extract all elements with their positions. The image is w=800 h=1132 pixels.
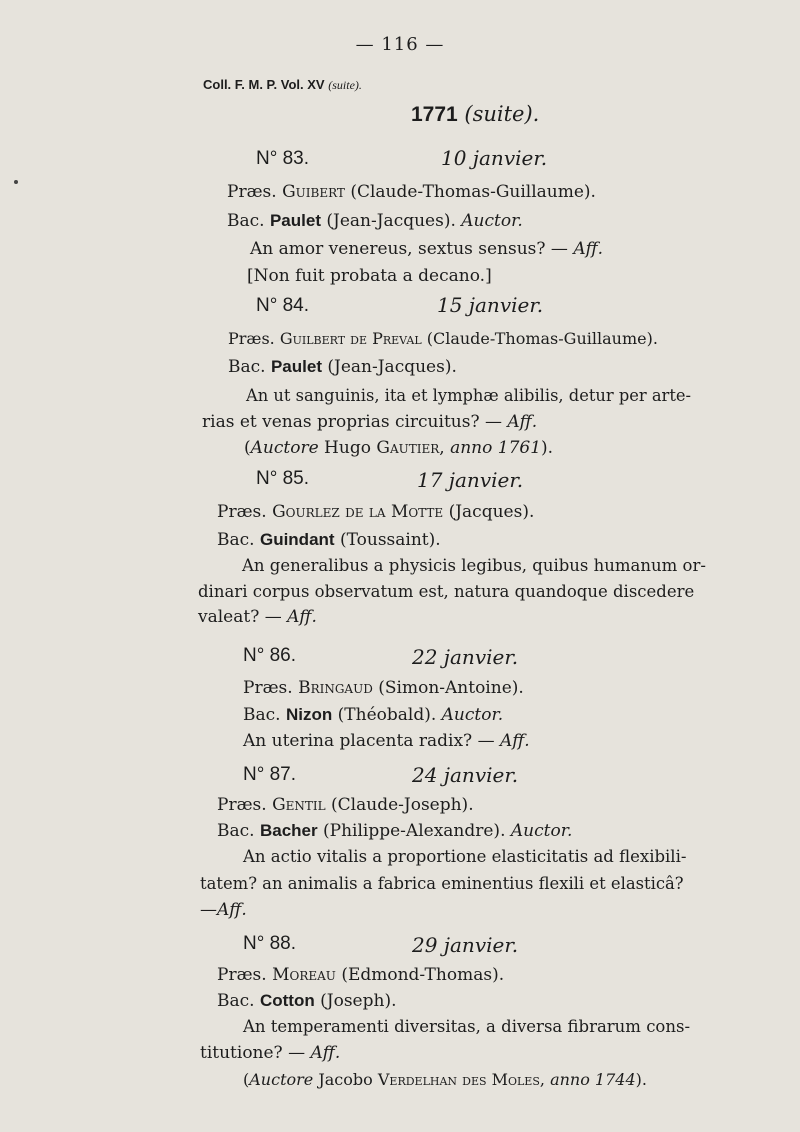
text-span: Bac. xyxy=(217,530,255,550)
entry-note xyxy=(247,266,492,286)
text-span: An actio vitalis a proportione elasticitatis ad flexibili- xyxy=(243,847,687,866)
text-span: valeat? — xyxy=(198,607,282,627)
entry-number-text: N° 84. xyxy=(256,295,310,316)
entry-date-text: 22 janvier. xyxy=(412,645,519,669)
entry-number xyxy=(243,645,296,667)
text-span: An amor venereus, sextus sensus? — xyxy=(250,239,568,259)
text-span: titutione? — xyxy=(200,1043,306,1063)
text-span: ). xyxy=(541,438,554,458)
person-surname: Gourlez de la Motte xyxy=(272,502,444,522)
person-surname: Moreau xyxy=(272,965,336,985)
text-span: Præs. xyxy=(243,678,293,698)
entry-date xyxy=(437,293,543,317)
candidate-surname: Paulet xyxy=(269,211,321,230)
text-span: Præs. xyxy=(228,329,275,348)
italic-text: Aff. xyxy=(310,1043,341,1063)
italic-text: Aff. xyxy=(499,731,530,751)
person-surname: Gautier, xyxy=(376,438,445,458)
text-span: ( xyxy=(244,438,251,458)
bachelor-line xyxy=(228,357,457,377)
text-span: Hugo xyxy=(324,438,371,458)
praeses-line xyxy=(243,678,524,698)
person-surname: Gentil xyxy=(272,795,326,815)
entry-number-text: N° 86. xyxy=(243,645,297,666)
bachelor-line xyxy=(217,991,396,1011)
italic-text: anno 1744 xyxy=(550,1070,636,1089)
text-span: (Claude-Joseph). xyxy=(331,795,474,815)
text-span: (Toussaint). xyxy=(339,530,441,550)
italic-text: Auctore xyxy=(250,438,319,458)
text-span: ). xyxy=(635,1070,647,1089)
text-span: Bac. xyxy=(217,991,255,1011)
entry-date-text: 17 janvier. xyxy=(417,468,524,492)
text-span: Jacobo xyxy=(318,1070,373,1089)
person-surname: Verdelhan des Moles, xyxy=(377,1070,545,1089)
collection-reference xyxy=(203,77,362,93)
year: 1771 xyxy=(411,103,458,126)
text-span: An ut sanguinis, ita et lymphæ alibilis, detur per arte- xyxy=(246,386,691,405)
praeses-line xyxy=(227,182,596,202)
person-surname: Guilbert de Preval xyxy=(279,329,422,348)
entry-date xyxy=(412,933,518,957)
text-span: (Claude-Thomas-Guillaume). xyxy=(426,329,658,348)
italic-text: anno 1761 xyxy=(450,438,542,458)
text-span: tatem? an animalis a fabrica eminentius flexili et elasticâ? xyxy=(200,874,684,893)
praeses-line xyxy=(217,795,474,815)
text-span: rias et venas proprias circuitus? — xyxy=(202,412,502,432)
text-span: (Jacques). xyxy=(448,502,535,522)
thesis-question xyxy=(242,556,706,575)
thesis-question xyxy=(243,731,530,751)
italic-text: Auctore xyxy=(249,1070,314,1089)
thesis-question xyxy=(243,1017,690,1036)
candidate-surname: Paulet xyxy=(270,357,322,376)
entry-number-text: N° 83. xyxy=(256,148,310,169)
entry-date-text: 29 janvier. xyxy=(412,933,519,957)
entry-date xyxy=(412,763,518,787)
entry-number-text: N° 88. xyxy=(243,933,297,954)
thesis-question xyxy=(200,1043,340,1063)
text-span: Bac. xyxy=(227,211,265,231)
bachelor-line xyxy=(243,705,503,725)
year-heading xyxy=(411,102,539,127)
text-span: dinari corpus observatum est, natura quandoque discedere xyxy=(198,582,695,601)
ink-speck xyxy=(14,180,18,184)
entry-note xyxy=(243,1070,647,1089)
text-span: [Non fuit probata a decano.] xyxy=(247,266,492,286)
italic-text: Aff. xyxy=(287,607,317,627)
candidate-surname: Bacher xyxy=(259,821,318,840)
italic-text: Auctor. xyxy=(461,211,523,231)
text-span: ( xyxy=(243,1070,250,1089)
italic-text: Aff. xyxy=(217,900,247,920)
text-span: Præs. xyxy=(217,502,267,522)
text-span: Præs. xyxy=(217,795,267,815)
entry-date xyxy=(417,468,523,492)
italic-text: Auctor. xyxy=(510,821,573,841)
text-span: (Joseph). xyxy=(320,991,397,1011)
collection-label: Coll. F. M. P. Vol. XV xyxy=(203,77,325,92)
bachelor-line xyxy=(227,211,523,231)
italic-text: Auctor. xyxy=(441,705,504,725)
thesis-question xyxy=(198,582,694,601)
entry-number xyxy=(256,295,309,317)
year-suffix: (suite). xyxy=(464,102,540,126)
bachelor-line xyxy=(217,821,572,841)
page-number: — 116 — xyxy=(355,34,445,55)
praeses-line xyxy=(217,965,504,985)
text-span: (Jean-Jacques). xyxy=(327,357,457,377)
praeses-line xyxy=(217,502,534,522)
text-span: An uterina placenta radix? — xyxy=(243,731,495,751)
text-span: Bac. xyxy=(228,357,266,377)
entry-date-text: 15 janvier. xyxy=(437,293,544,317)
entry-number xyxy=(256,148,309,170)
entry-date-text: 10 janvier. xyxy=(441,146,548,170)
text-span: Bac. xyxy=(217,821,255,841)
text-span: (Théobald). xyxy=(337,705,437,725)
entry-number-text: N° 85. xyxy=(256,468,310,489)
entry-date xyxy=(412,645,518,669)
text-span: Præs. xyxy=(227,182,277,202)
candidate-surname: Nizon xyxy=(285,705,333,724)
text-span: An generalibus a physicis legibus, quibus humanum or- xyxy=(242,556,706,575)
thesis-question xyxy=(202,412,537,432)
thesis-question xyxy=(250,239,603,259)
entry-number xyxy=(256,468,309,490)
entry-number xyxy=(243,764,296,786)
entry-date-text: 24 janvier. xyxy=(412,763,519,787)
text-span: Bac. xyxy=(243,705,281,725)
thesis-question xyxy=(200,874,684,893)
thesis-question xyxy=(246,386,691,405)
praeses-line xyxy=(228,329,658,348)
entry-number xyxy=(243,933,296,955)
entry-number-text: N° 87. xyxy=(243,764,297,785)
person-surname: Bringaud xyxy=(298,678,373,698)
text-span: (Claude-Thomas-Guillaume). xyxy=(350,182,596,202)
text-span: Præs. xyxy=(217,965,267,985)
text-span: An temperamenti diversitas, a diversa fibrarum cons- xyxy=(243,1017,691,1036)
candidate-surname: Guindant xyxy=(259,530,335,549)
text-span: (Jean-Jacques). xyxy=(326,211,456,231)
bachelor-line xyxy=(217,530,441,550)
thesis-question xyxy=(198,607,317,627)
text-span: (Philippe-Alexandre). xyxy=(323,821,506,841)
entry-note xyxy=(244,438,553,458)
collection-suffix: (suite). xyxy=(328,78,362,92)
thesis-question xyxy=(200,900,247,920)
italic-text: Aff. xyxy=(573,239,604,259)
text-span: (Edmond-Thomas). xyxy=(341,965,505,985)
person-surname: Guibert xyxy=(282,182,345,202)
italic-text: Aff. xyxy=(507,412,538,432)
text-span: — xyxy=(200,900,217,920)
candidate-surname: Cotton xyxy=(259,991,315,1010)
entry-date xyxy=(441,146,547,170)
thesis-question xyxy=(243,847,686,866)
text-span: (Simon-Antoine). xyxy=(378,678,524,698)
